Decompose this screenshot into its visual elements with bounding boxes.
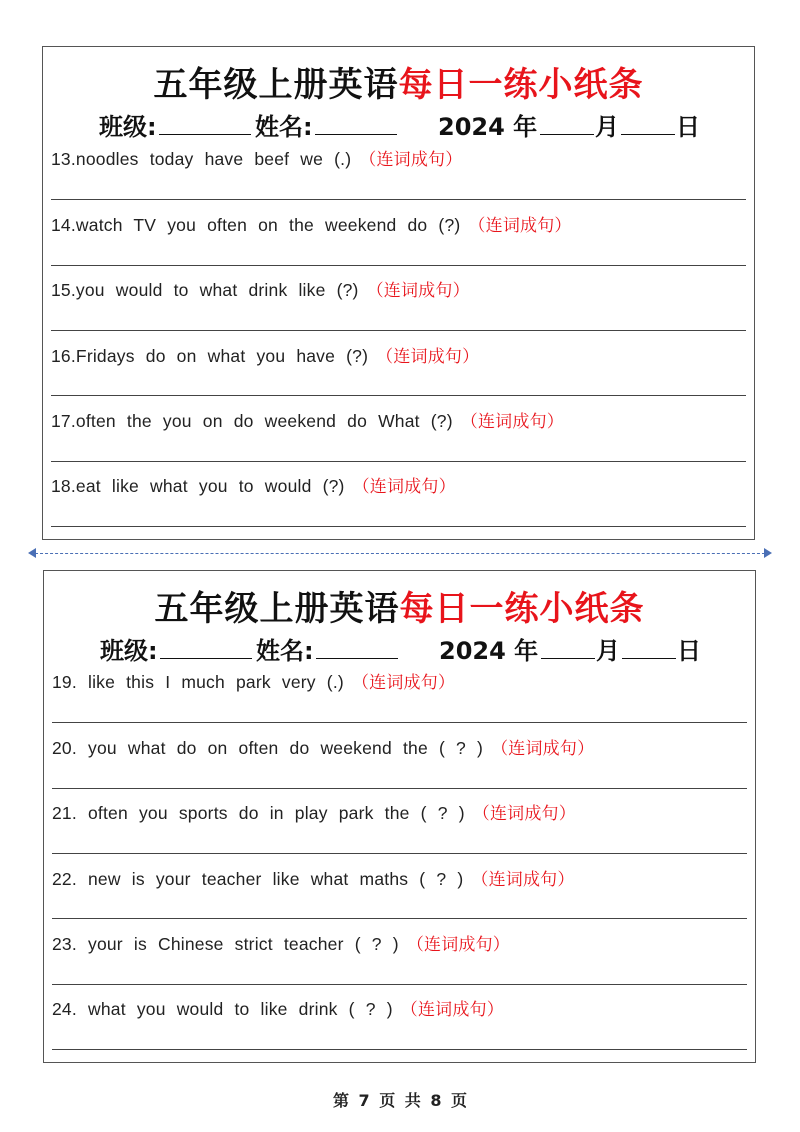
year-label: 2024 年 (439, 637, 539, 665)
year-label: 2024 年 (438, 113, 538, 141)
question-16 (51, 342, 479, 367)
worksheet-card-1 (42, 46, 755, 540)
question-text: 16.Fridays do on what you have (?) (51, 346, 369, 366)
page-number: 第 7 页 共 8 页 (332, 1091, 468, 1110)
question-tag: （连词成句） (351, 673, 456, 693)
question-17 (51, 407, 564, 432)
answer-line[interactable] (51, 395, 746, 396)
question-text: 14.watch TV you often on the weekend do (?) (51, 215, 461, 235)
question-text: 19. like this I much park very (.) (52, 672, 344, 692)
question-tag: （连词成句） (472, 804, 576, 824)
class-label: 班级: (100, 637, 158, 665)
month-label: 月 (596, 637, 620, 665)
month-blank[interactable] (541, 631, 595, 659)
question-20 (52, 734, 594, 759)
month-label: 月 (595, 113, 619, 141)
month-blank[interactable] (540, 107, 594, 135)
title-red-part: 每日一练小纸条 (399, 589, 645, 629)
question-tag: （连词成句） (491, 739, 595, 759)
day-label: 日 (676, 113, 700, 141)
question-tag: （连词成句） (460, 412, 564, 432)
question-19 (52, 668, 455, 693)
question-18 (51, 472, 456, 497)
card-title (43, 57, 754, 106)
answer-line[interactable] (52, 918, 747, 919)
question-text: 15.you would to what drink like (?) (51, 280, 359, 300)
arrow-left-icon (28, 548, 36, 558)
question-tag: （连词成句） (359, 150, 463, 170)
name-label: 姓名: (256, 637, 314, 665)
cut-divider (30, 553, 770, 554)
question-23 (52, 930, 510, 955)
class-blank[interactable] (160, 631, 252, 659)
answer-line[interactable] (51, 461, 746, 462)
question-text: 23. your is Chinese strict teacher ( ? ) (52, 934, 399, 954)
question-tag: （连词成句） (352, 477, 456, 497)
answer-line[interactable] (51, 265, 746, 266)
title-black-part: 五年级上册英语 (153, 65, 399, 105)
answer-line[interactable] (52, 722, 747, 723)
question-tag: （连词成句） (366, 281, 470, 301)
name-blank[interactable] (315, 107, 397, 135)
answer-line[interactable] (52, 984, 747, 985)
info-row (43, 107, 754, 139)
question-tag: （连词成句） (471, 870, 575, 890)
name-label: 姓名: (255, 113, 313, 141)
question-text: 21. often you sports do in play park the ( ? ) (52, 803, 465, 823)
answer-line[interactable] (51, 199, 746, 200)
arrow-right-icon (764, 548, 772, 558)
question-text: 17.often the you on do weekend do What (?) (51, 411, 453, 431)
question-14 (51, 211, 572, 236)
question-22 (52, 865, 575, 890)
question-text: 24. what you would to like drink ( ? ) (52, 999, 393, 1019)
question-text: 20. you what do on often do weekend the ( ? ) (52, 738, 484, 758)
answer-line[interactable] (51, 330, 746, 331)
question-tag: （连词成句） (468, 216, 572, 236)
day-blank[interactable] (621, 107, 675, 135)
worksheet-card-2 (43, 570, 756, 1063)
answer-line[interactable] (52, 788, 747, 789)
title-black-part: 五年级上册英语 (154, 589, 400, 629)
info-row (44, 631, 755, 663)
day-label: 日 (677, 637, 701, 665)
title-red-part: 每日一练小纸条 (398, 65, 644, 105)
question-tag: （连词成句） (376, 347, 480, 367)
question-24 (52, 995, 504, 1020)
question-15 (51, 276, 470, 301)
day-blank[interactable] (622, 631, 676, 659)
question-13 (51, 145, 462, 170)
answer-line[interactable] (52, 1049, 747, 1050)
class-blank[interactable] (159, 107, 251, 135)
question-text: 22. new is your teacher like what maths ( ? ) (52, 869, 464, 889)
answer-line[interactable] (52, 853, 747, 854)
answer-line[interactable] (51, 526, 746, 527)
class-label: 班级: (99, 113, 157, 141)
question-text: 13.noodles today have beef we (.) (51, 149, 352, 169)
name-blank[interactable] (316, 631, 398, 659)
question-tag: （连词成句） (400, 1000, 504, 1020)
question-tag: （连词成句） (406, 935, 511, 955)
question-21 (52, 799, 576, 824)
card-title (44, 581, 755, 630)
question-text: 18.eat like what you to would (?) (51, 476, 345, 496)
